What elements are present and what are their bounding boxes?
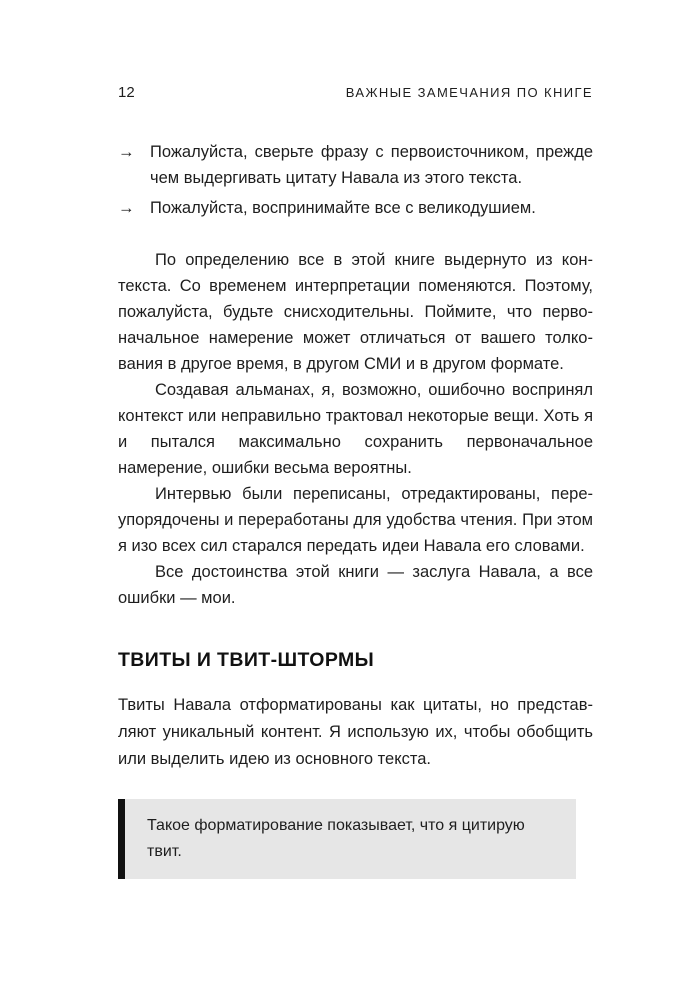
list-item — [118, 195, 593, 221]
section-paragraph: Твиты Навала отформатированы как цитаты, но представляют уникальный контент. Я использую их, чтобы обобщить или выделить идею из основного текста. — [118, 696, 593, 768]
bullet-list — [118, 139, 593, 221]
tweet-quote-text: Такое форматирование показывает, что я цитирую твит. — [147, 817, 525, 860]
paragraph: Все достоинства этой книги — заслуга Навала, а все ошибки — мои. — [118, 563, 593, 607]
list-item-text: Пожалуйста, сверьте фразу с первоисточником, прежде чем выдергивать цитату Навала из этого текста. — [150, 143, 593, 187]
tweet-quote-box — [118, 799, 576, 879]
page-number: 12 — [118, 84, 135, 101]
paragraph: Создавая альманах, я, возможно, ошибочно воспринял контекст или неправильно трактовал некоторые вещи. Хоть я и пытался максимально сохранить первоначальное намерение, ошибки весьма вероятны. — [118, 381, 593, 477]
paragraph: По определению все в этой книге выдернуто из контекста. Со временем интерпретации поменяются. Поэтому, пожалуйста, будьте снисходительны. Поймите, что первоначальное намерение может отличаться от вашего толкования в другое время, в другом СМИ и в другом формате. — [118, 251, 593, 373]
paragraph: Интервью были переписаны, отредактированы, переупорядочены и переработаны для удобства чтения. При этом я изо всех сил старался передать идеи Навала его словами. — [118, 485, 593, 555]
list-item-text: Пожалуйста, воспринимайте все с великодушием. — [150, 199, 536, 217]
section-heading: ТВИТЫ И ТВИТ-ШТОРМЫ — [118, 649, 375, 671]
arrow-bullet-icon: → — [118, 199, 135, 217]
arrow-bullet-icon: → — [118, 143, 135, 161]
list-item — [118, 139, 593, 191]
body-text-block — [118, 247, 593, 611]
running-header-title: ВАЖНЫЕ ЗАМЕЧАНИЯ ПО КНИГЕ — [345, 85, 593, 100]
running-head — [118, 84, 593, 101]
